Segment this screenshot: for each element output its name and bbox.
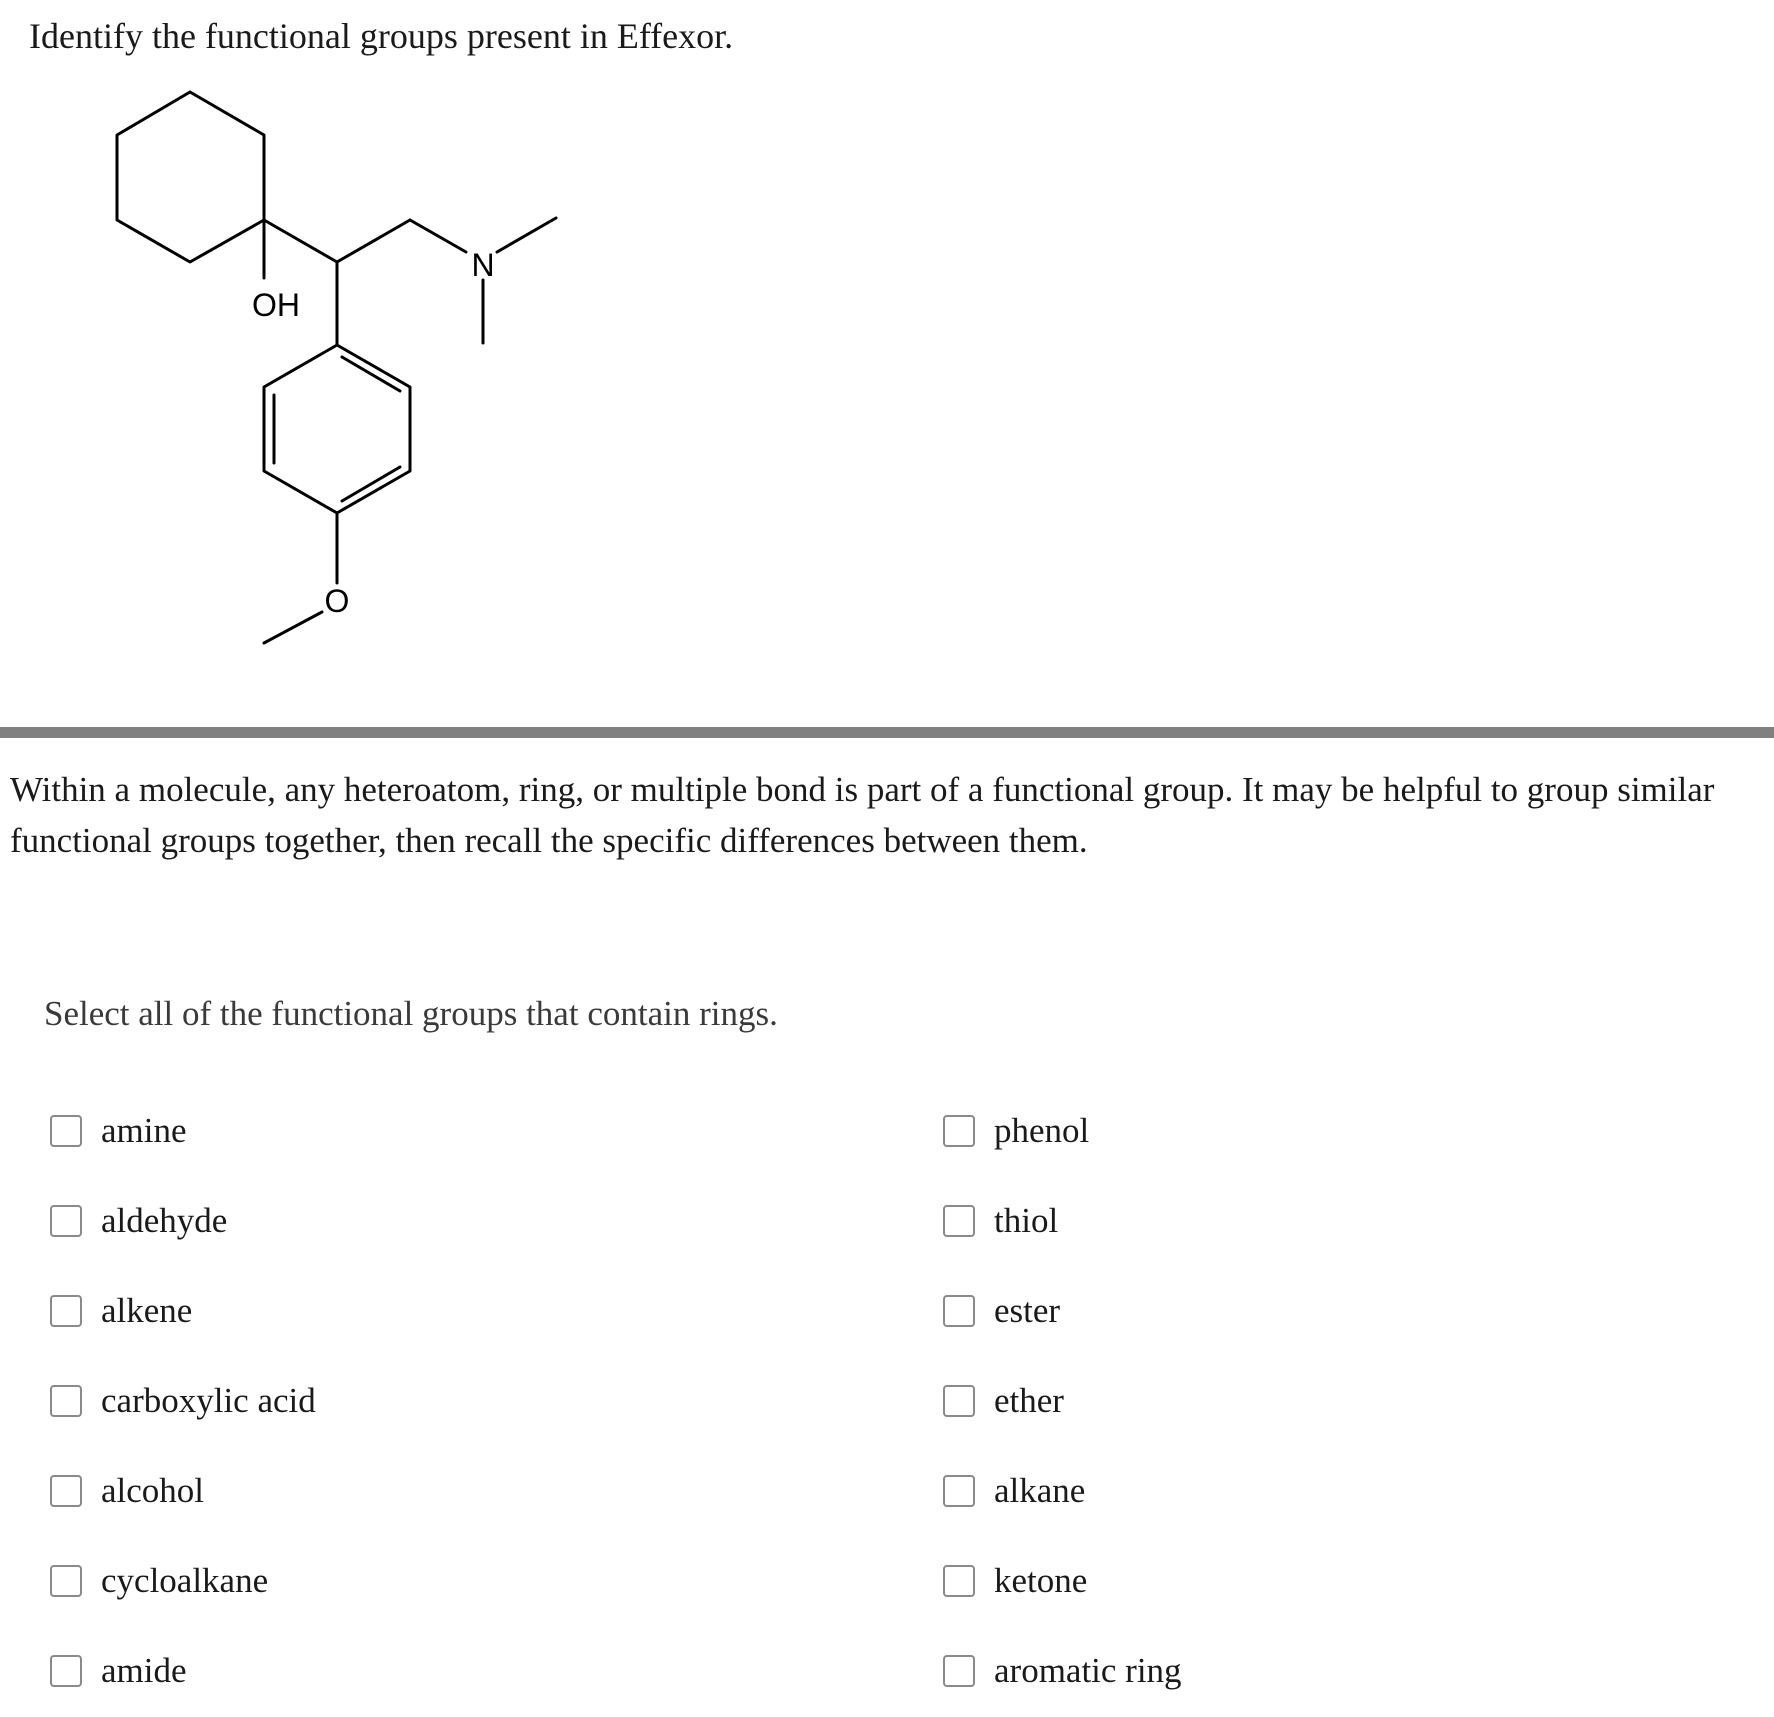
checkbox[interactable]	[943, 1655, 975, 1687]
checkbox[interactable]	[50, 1295, 82, 1327]
question-title: Identify the functional groups present in Effexor.	[29, 16, 734, 56]
cyclohexane-ring	[117, 92, 264, 262]
oxygen-label: O	[324, 583, 350, 619]
option-thiol[interactable]	[943, 1201, 1058, 1241]
option-alcohol[interactable]	[50, 1471, 204, 1511]
checkbox[interactable]	[943, 1475, 975, 1507]
checkbox[interactable]	[50, 1565, 82, 1597]
option-cycloalkane[interactable]	[50, 1561, 268, 1601]
option-label: alkane	[994, 1471, 1086, 1510]
section-divider	[0, 727, 1774, 738]
option-alkene[interactable]	[50, 1291, 192, 1331]
option-phenol[interactable]	[943, 1111, 1089, 1151]
checkbox[interactable]	[943, 1385, 975, 1417]
option-ketone[interactable]	[943, 1561, 1087, 1601]
option-ester[interactable]	[943, 1291, 1060, 1331]
option-label: alcohol	[101, 1471, 205, 1510]
option-label: cycloalkane	[101, 1561, 269, 1600]
option-label: amide	[101, 1651, 187, 1690]
option-label: phenol	[994, 1111, 1090, 1150]
checkbox[interactable]	[50, 1115, 82, 1147]
checkbox[interactable]	[943, 1565, 975, 1597]
option-carboxylic-acid[interactable]	[50, 1381, 316, 1421]
option-aromatic-ring[interactable]	[943, 1651, 1182, 1691]
option-label: ester	[994, 1291, 1061, 1330]
option-label: ether	[994, 1381, 1064, 1420]
option-aldehyde[interactable]	[50, 1201, 227, 1241]
option-label: ketone	[994, 1561, 1088, 1600]
hint-text	[10, 764, 1770, 866]
option-label: thiol	[994, 1201, 1059, 1240]
question-prompt: Select all of the functional groups that contain rings.	[44, 994, 778, 1033]
option-label: amine	[101, 1111, 187, 1150]
nitrogen-label: N	[471, 247, 495, 283]
checkbox[interactable]	[50, 1655, 82, 1687]
option-label: carboxylic acid	[101, 1381, 316, 1420]
checkbox[interactable]	[50, 1475, 82, 1507]
oh-label: OH	[252, 287, 300, 323]
benzene-ring	[264, 345, 410, 513]
option-label: aldehyde	[101, 1201, 228, 1240]
option-amide[interactable]	[50, 1651, 187, 1691]
hint-line-1: Within a molecule, any heteroatom, ring, or multiple bond is part of a functional group. It may be helpful to group similar	[10, 770, 1715, 809]
checkbox[interactable]	[943, 1205, 975, 1237]
checkbox[interactable]	[50, 1205, 82, 1237]
option-ether[interactable]	[943, 1381, 1064, 1421]
option-label: aromatic ring	[994, 1651, 1182, 1690]
checkbox[interactable]	[943, 1115, 975, 1147]
option-amine[interactable]	[50, 1111, 187, 1151]
option-label: alkene	[101, 1291, 193, 1330]
option-alkane[interactable]	[943, 1471, 1085, 1511]
checkbox[interactable]	[50, 1385, 82, 1417]
hint-line-2: functional groups together, then recall the specific differences between them.	[10, 821, 1088, 860]
effexor-structure-diagram	[0, 70, 600, 670]
checkbox[interactable]	[943, 1295, 975, 1327]
